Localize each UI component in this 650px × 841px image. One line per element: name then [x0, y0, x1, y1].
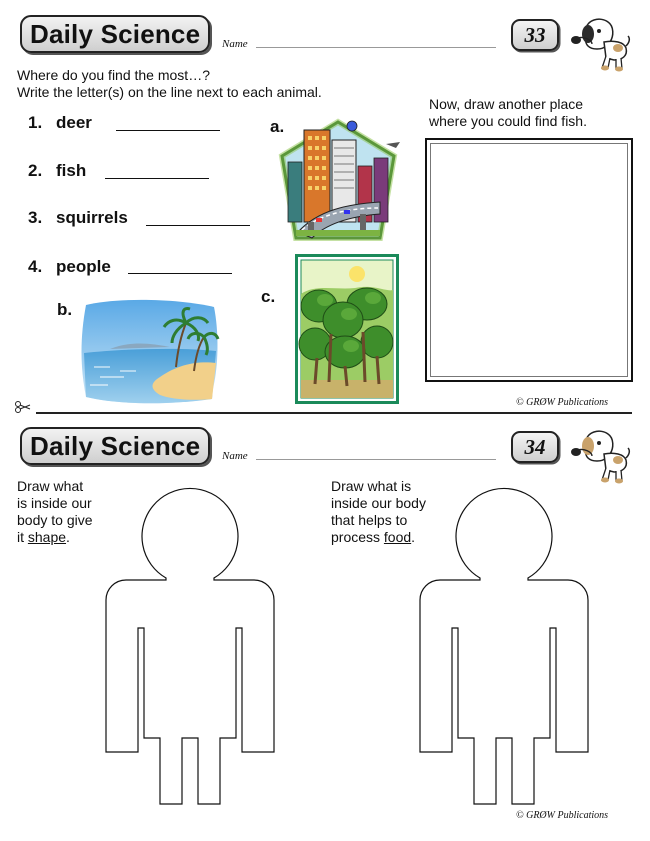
- draw-prompt-line: Now, draw another place: [429, 96, 584, 112]
- choice-a-label: a.: [270, 117, 285, 136]
- instruction-line: Write the letter(s) on the line next to each animal.: [17, 84, 322, 100]
- puppy-icon: [566, 12, 632, 74]
- question-number: 2.: [28, 161, 43, 180]
- prompt-keyword: shape: [27, 529, 67, 545]
- question-fish: [28, 161, 86, 181]
- left-prompt: [17, 478, 93, 546]
- prompt-line: inside our body: [331, 495, 426, 511]
- prompt-line: [17, 529, 93, 546]
- copyright: © GRØW Publications: [516, 397, 609, 408]
- choice-c-label: c.: [261, 287, 276, 306]
- choice-b-label: b.: [57, 300, 73, 319]
- instruction-line: Where do you find the most…?: [17, 67, 210, 83]
- prompt-line: body to give: [17, 512, 93, 528]
- question-deer: [28, 113, 92, 133]
- question-text: deer: [56, 113, 92, 132]
- title-badge: Daily Science: [20, 15, 210, 53]
- prompt-line: is inside our: [17, 495, 92, 511]
- prompt-text: it: [17, 529, 28, 545]
- instructions: [17, 67, 322, 101]
- question-number: 1.: [28, 113, 43, 132]
- question-text: squirrels: [56, 208, 128, 227]
- name-field[interactable]: [256, 459, 496, 460]
- scissors-icon: [14, 400, 34, 414]
- prompt-text: .: [411, 529, 416, 545]
- prompt-line: Draw what: [17, 478, 84, 494]
- page-number-badge: 33: [511, 19, 559, 51]
- forest-image: [295, 254, 399, 404]
- prompt-text: .: [66, 529, 70, 545]
- prompt-line: that helps to: [331, 512, 408, 528]
- right-prompt: [331, 478, 426, 546]
- prompt-text: process: [331, 529, 384, 545]
- draw-prompt-line: where you could find fish.: [429, 113, 587, 129]
- answer-line-people[interactable]: [128, 273, 232, 274]
- name-label: Name: [222, 38, 248, 50]
- title-badge: Daily Science: [20, 427, 210, 465]
- body-outline-left[interactable]: [104, 476, 276, 806]
- question-number: 4.: [28, 257, 43, 276]
- name-label: Name: [222, 450, 248, 462]
- question-text: people: [56, 257, 111, 276]
- beach-image: [80, 297, 220, 405]
- question-people: [28, 257, 111, 277]
- prompt-line: Draw what is: [331, 478, 412, 494]
- answer-line-squirrels[interactable]: [146, 225, 250, 226]
- answer-line-deer[interactable]: [116, 130, 220, 131]
- question-text: fish: [56, 161, 87, 180]
- drawing-box[interactable]: [425, 138, 633, 382]
- copyright: © GRØW Publications: [516, 810, 609, 821]
- prompt-line: [331, 529, 426, 546]
- question-squirrels: [28, 208, 128, 228]
- prompt-keyword: food: [383, 529, 412, 545]
- body-outline-right[interactable]: [418, 476, 590, 806]
- cut-line: [36, 412, 632, 414]
- city-image: [268, 118, 408, 243]
- question-number: 3.: [28, 208, 43, 227]
- draw-prompt: [429, 96, 587, 130]
- answer-line-fish[interactable]: [105, 178, 209, 179]
- name-field[interactable]: [256, 47, 496, 48]
- page-number-badge: 34: [511, 431, 559, 463]
